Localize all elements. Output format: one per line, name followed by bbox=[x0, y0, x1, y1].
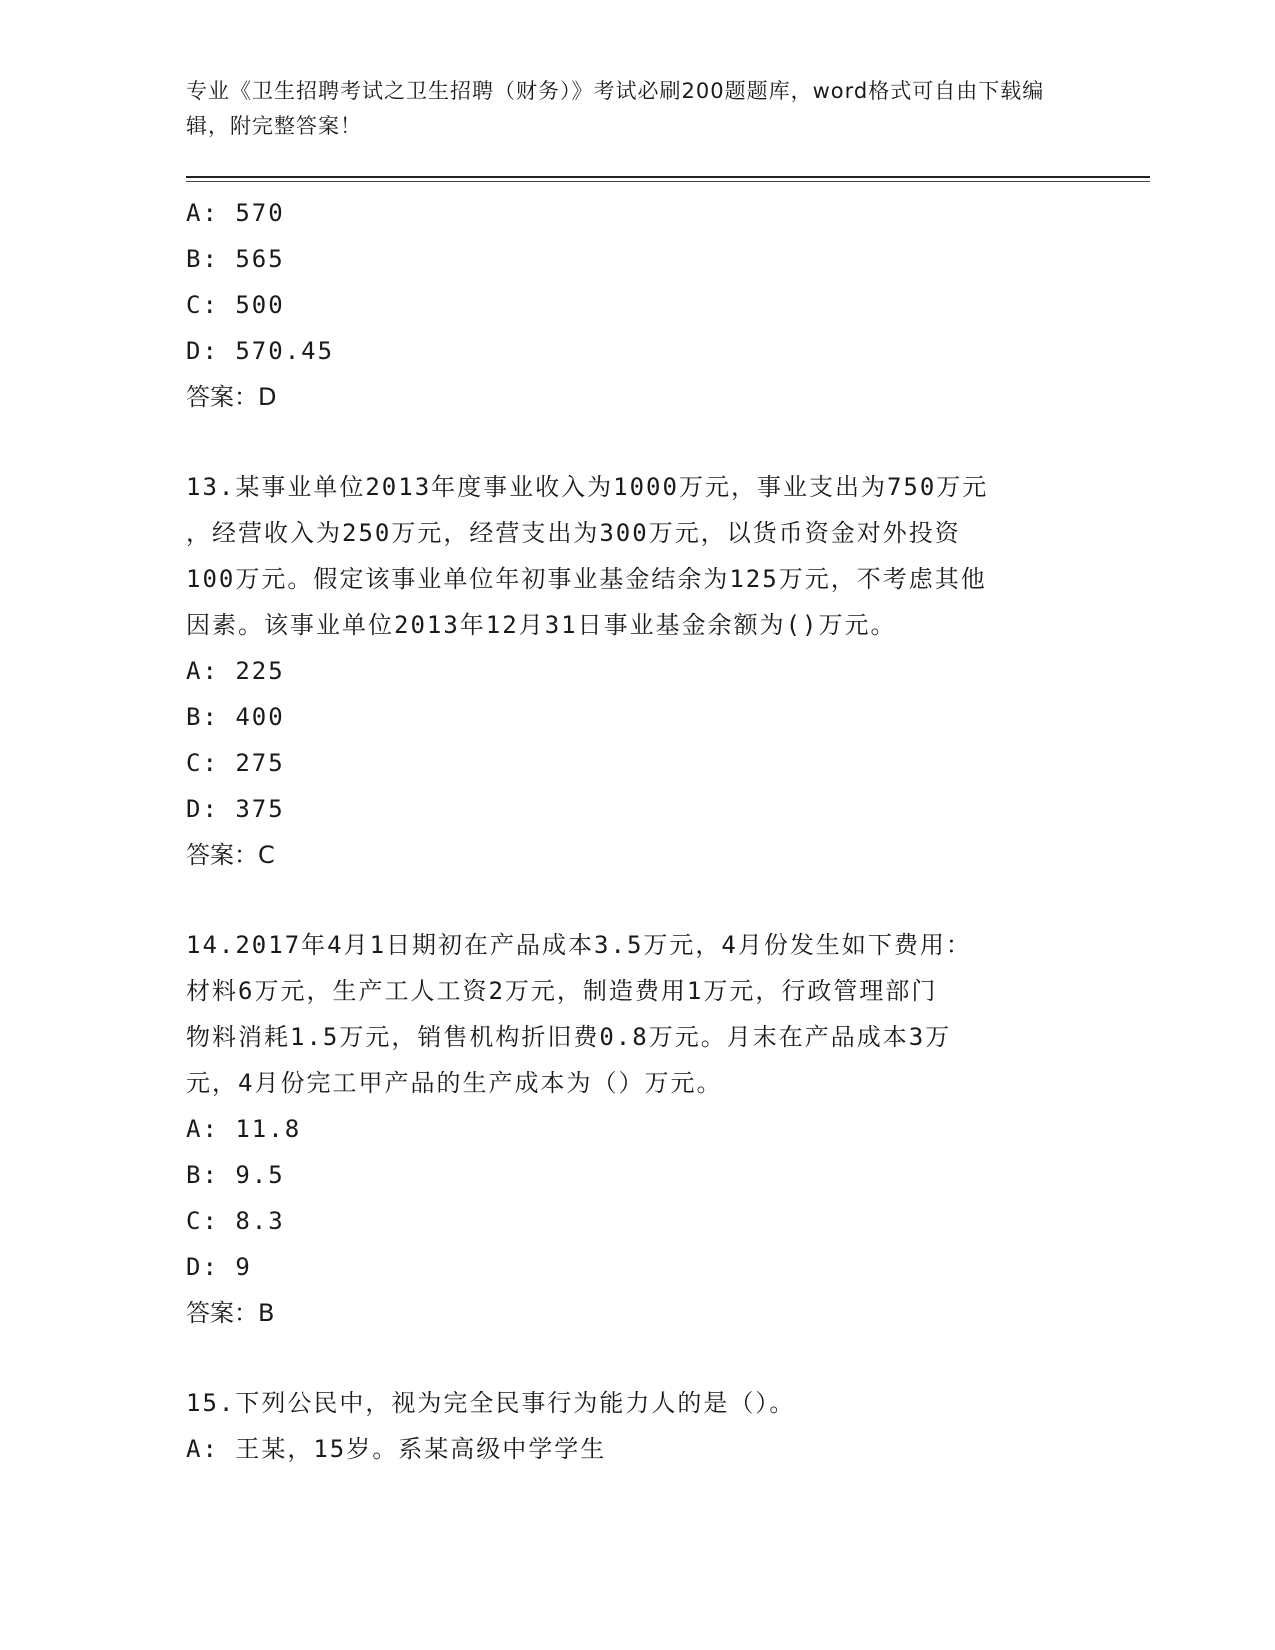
answer-line: 答案：B bbox=[186, 1299, 275, 1327]
option-d: D: 570.45 bbox=[186, 337, 335, 365]
answer-line: 答案：C bbox=[186, 841, 275, 869]
question-15 bbox=[186, 1380, 1086, 1472]
option-b: B: 9.5 bbox=[186, 1161, 285, 1189]
question-text-line: 13.某事业单位2013年度事业收入为1000万元，事业支出为750万元 bbox=[186, 473, 989, 501]
option-b: B: 565 bbox=[186, 245, 285, 273]
question-text-line: 元，4月份完工甲产品的生产成本为（）万元。 bbox=[186, 1069, 723, 1097]
header-divider-thin bbox=[186, 181, 1150, 182]
option-a: A: 225 bbox=[186, 657, 285, 685]
question-text-line: 物料消耗1.5万元，销售机构折旧费0.8万元。月末在产品成本3万 bbox=[186, 1023, 952, 1051]
question-14 bbox=[186, 922, 1086, 1336]
question-13 bbox=[186, 464, 1086, 878]
question-list bbox=[186, 190, 1086, 1472]
question-12-tail bbox=[186, 190, 1086, 420]
document-header: 专业《卫生招聘考试之卫生招聘（财务）》考试必刷200题题库，word格式可自由下载编辑，附完整答案！ bbox=[186, 79, 1045, 138]
option-a: A: 11.8 bbox=[186, 1115, 302, 1143]
option-a: A: 570 bbox=[186, 199, 285, 227]
question-text-line: 15.下列公民中，视为完全民事行为能力人的是（）。 bbox=[186, 1389, 796, 1417]
option-d: D: 375 bbox=[186, 795, 285, 823]
question-text-line: ，经营收入为250万元，经营支出为300万元，以货币资金对外投资 bbox=[186, 519, 961, 547]
option-a: A: 王某，15岁。系某高级中学学生 bbox=[186, 1435, 607, 1463]
question-text-line: 100万元。假定该事业单位年初事业基金结余为125万元，不考虑其他 bbox=[186, 565, 987, 593]
question-text-line: 14.2017年4月1日期初在产品成本3.5万元，4月份发生如下费用： bbox=[186, 931, 972, 959]
option-d: D: 9 bbox=[186, 1253, 252, 1281]
option-c: C: 275 bbox=[186, 749, 285, 777]
answer-line: 答案：D bbox=[186, 383, 277, 411]
option-c: C: 8.3 bbox=[186, 1207, 285, 1235]
question-text-line: 因素。该事业单位2013年12月31日事业基金余额为()万元。 bbox=[186, 611, 897, 639]
option-b: B: 400 bbox=[186, 703, 285, 731]
header-divider-thick bbox=[186, 176, 1150, 178]
option-c: C: 500 bbox=[186, 291, 285, 319]
question-text-line: 材料6万元，生产工人工资2万元，制造费用1万元，行政管理部门 bbox=[186, 977, 938, 1005]
